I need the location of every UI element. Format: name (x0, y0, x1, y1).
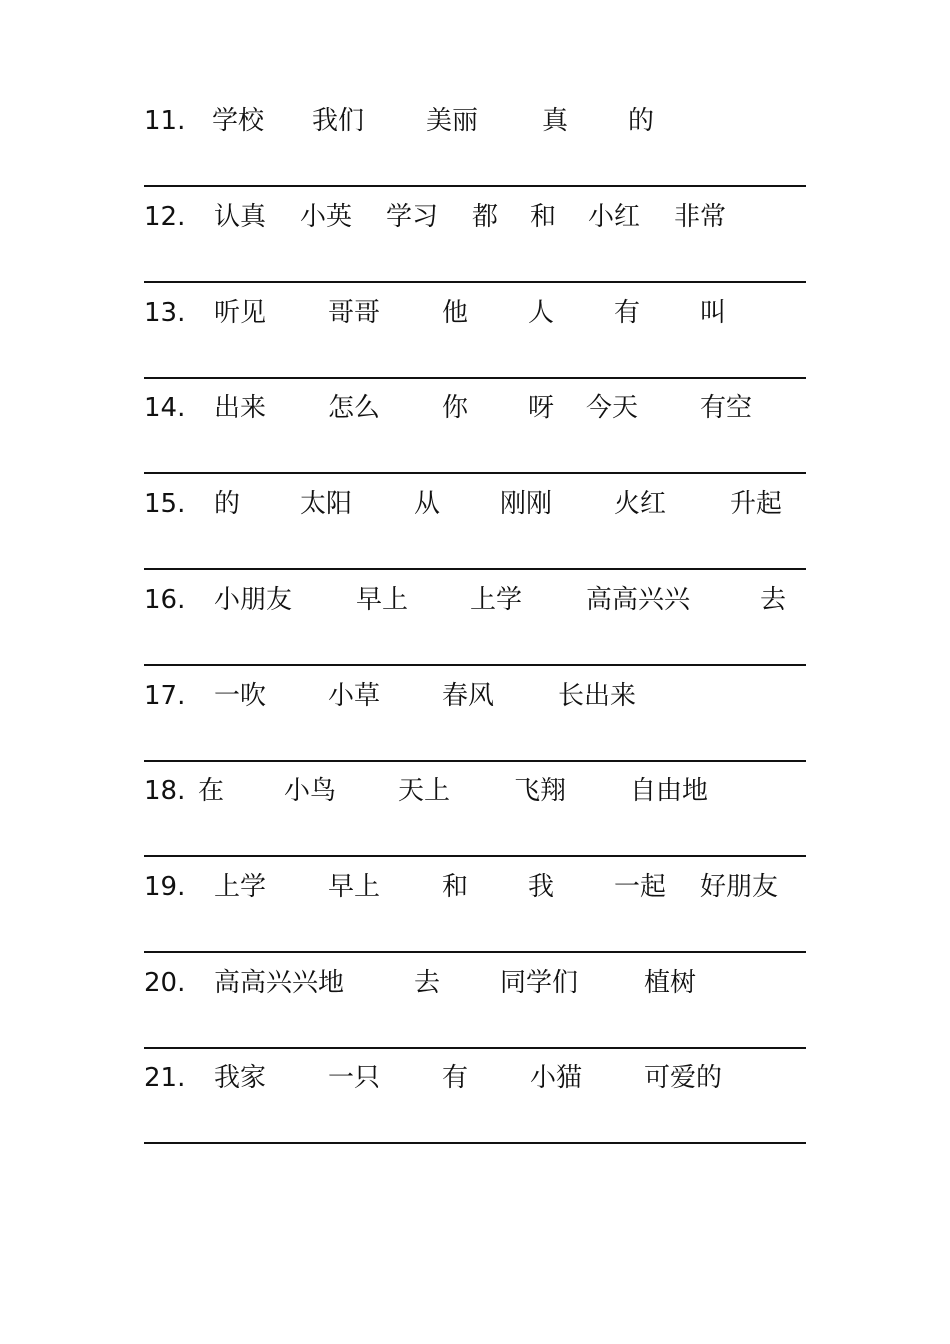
exercise-word-row (144, 293, 806, 333)
scrambled-word: 小猫 (530, 1063, 583, 1093)
scrambled-word: 学习 (386, 202, 439, 232)
scrambled-word: 我 (528, 872, 555, 902)
scrambled-word: 你 (442, 393, 469, 423)
answer-line[interactable] (144, 664, 806, 666)
scrambled-word: 飞翔 (514, 776, 567, 806)
exercise-word-row (144, 101, 806, 141)
scrambled-word: 有空 (700, 393, 753, 423)
scrambled-word: 可爱的 (644, 1063, 723, 1093)
scrambled-word: 去 (760, 585, 787, 615)
scrambled-word: 小红 (588, 202, 641, 232)
scrambled-word: 呀 (528, 393, 555, 423)
exercise-17 (144, 676, 806, 772)
answer-line[interactable] (144, 1047, 806, 1049)
exercise-number: 14. (144, 393, 186, 423)
scrambled-word: 有 (442, 1063, 469, 1093)
answer-line[interactable] (144, 377, 806, 379)
exercise-12 (144, 197, 806, 293)
exercise-19 (144, 867, 806, 963)
scrambled-word: 好朋友 (700, 872, 779, 902)
scrambled-word: 去 (414, 968, 441, 998)
scrambled-word: 小草 (328, 681, 381, 711)
scrambled-word: 上学 (214, 872, 267, 902)
scrambled-word: 美丽 (426, 106, 479, 136)
answer-line[interactable] (144, 472, 806, 474)
scrambled-word: 一吹 (214, 681, 267, 711)
answer-line[interactable] (144, 185, 806, 187)
scrambled-word: 小朋友 (214, 585, 293, 615)
scrambled-word: 天上 (398, 776, 451, 806)
exercise-word-row (144, 1058, 806, 1098)
scrambled-word: 认真 (214, 202, 267, 232)
scrambled-word: 自由地 (630, 776, 709, 806)
scrambled-word: 怎么 (328, 393, 381, 423)
scrambled-word: 植树 (644, 968, 697, 998)
scrambled-word: 和 (530, 202, 557, 232)
exercise-number: 20. (144, 968, 186, 998)
scrambled-word: 和 (442, 872, 469, 902)
scrambled-word: 非常 (674, 202, 727, 232)
answer-line[interactable] (144, 760, 806, 762)
scrambled-word: 我们 (312, 106, 365, 136)
scrambled-word: 人 (528, 298, 555, 328)
scrambled-word: 上学 (470, 585, 523, 615)
answer-line[interactable] (144, 1142, 806, 1144)
scrambled-word: 学校 (212, 106, 265, 136)
exercise-number: 17. (144, 681, 186, 711)
scrambled-word: 升起 (730, 489, 783, 519)
scrambled-word: 有 (614, 298, 641, 328)
answer-line[interactable] (144, 281, 806, 283)
answer-line[interactable] (144, 568, 806, 570)
exercise-word-row (144, 388, 806, 428)
scrambled-word: 听见 (214, 298, 267, 328)
scrambled-word: 火红 (614, 489, 667, 519)
exercise-word-row (144, 676, 806, 716)
scrambled-word: 一只 (328, 1063, 381, 1093)
exercise-18 (144, 771, 806, 867)
scrambled-word: 太阳 (300, 489, 353, 519)
scrambled-word: 小鸟 (284, 776, 337, 806)
scrambled-word: 都 (472, 202, 499, 232)
answer-line[interactable] (144, 951, 806, 953)
exercise-16 (144, 580, 806, 676)
answer-line[interactable] (144, 855, 806, 857)
scrambled-word: 一起 (614, 872, 667, 902)
exercise-20 (144, 963, 806, 1059)
exercise-15 (144, 484, 806, 580)
exercise-number: 13. (144, 298, 186, 328)
exercise-word-row (144, 771, 806, 811)
scrambled-word: 他 (442, 298, 469, 328)
exercise-11 (144, 101, 806, 197)
scrambled-word: 叫 (700, 298, 727, 328)
exercise-number: 19. (144, 872, 186, 902)
exercise-13 (144, 293, 806, 389)
scrambled-word: 的 (214, 489, 241, 519)
scrambled-word: 从 (414, 489, 441, 519)
scrambled-word: 的 (628, 106, 655, 136)
scrambled-word: 哥哥 (328, 298, 381, 328)
exercise-word-row (144, 580, 806, 620)
scrambled-word: 春风 (442, 681, 495, 711)
exercise-number: 18. (144, 776, 186, 806)
scrambled-word: 刚刚 (500, 489, 553, 519)
exercise-word-row (144, 963, 806, 1003)
scrambled-word: 真 (542, 106, 569, 136)
scrambled-word: 出来 (214, 393, 267, 423)
scrambled-word: 我家 (214, 1063, 267, 1093)
scrambled-word: 早上 (328, 872, 381, 902)
exercise-number: 21. (144, 1063, 186, 1093)
scrambled-word: 同学们 (500, 968, 579, 998)
exercise-14 (144, 388, 806, 484)
exercise-number: 15. (144, 489, 186, 519)
scrambled-word: 早上 (356, 585, 409, 615)
scrambled-word: 长出来 (558, 681, 637, 711)
exercise-word-row (144, 197, 806, 237)
exercise-number: 11. (144, 106, 186, 136)
exercise-number: 12. (144, 202, 186, 232)
exercise-word-row (144, 867, 806, 907)
scrambled-word: 高高兴兴 (586, 585, 691, 615)
exercise-word-row (144, 484, 806, 524)
exercise-number: 16. (144, 585, 186, 615)
scrambled-word: 在 (198, 776, 225, 806)
exercise-21 (144, 1058, 806, 1154)
scrambled-word: 小英 (300, 202, 353, 232)
scrambled-word: 高高兴兴地 (214, 968, 345, 998)
scrambled-word: 今天 (586, 393, 639, 423)
